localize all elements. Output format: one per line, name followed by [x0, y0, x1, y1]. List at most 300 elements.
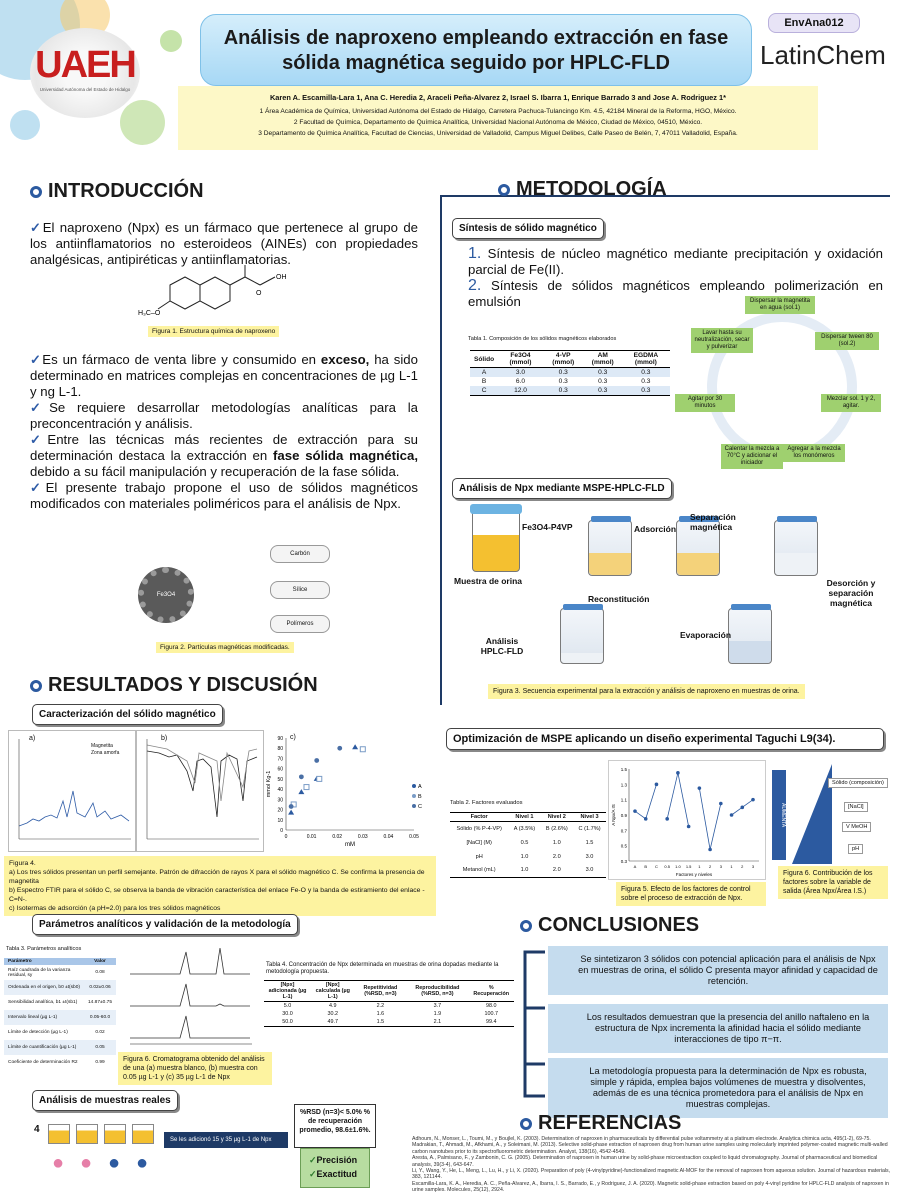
person-male-icon: ●	[136, 1152, 149, 1174]
evaporation-label: Evaporación	[680, 630, 732, 640]
x-tick-label: 2	[708, 864, 712, 869]
results-sub2: Parámetros analíticos y validación de la metodología	[32, 914, 298, 935]
method-sub1: Síntesis de sólido magnético	[452, 218, 604, 239]
x-tick-label: 0.05	[409, 834, 419, 840]
samples-count: 4	[34, 1124, 40, 1135]
decor-bubble	[160, 30, 182, 52]
table-row	[4, 965, 116, 980]
y-tick-label: 10	[277, 817, 283, 824]
xrd-panel	[8, 730, 136, 852]
fig4-line: a) Los tres sólidos presentan un perfil semejante. Patrón de difracción de rayos X para el sólido magnético C. Se confirma la presencia de magnetita	[9, 869, 425, 885]
evaporation-vessel	[728, 608, 772, 664]
cup-icon	[132, 1124, 154, 1144]
analysis-label: Análisis HPLC-FLD	[480, 636, 524, 656]
table3-caption: Tabla 3. Parámetros analíticos	[6, 946, 82, 952]
table-cell: Sólido (% P-4-VP)	[456, 825, 502, 832]
data-point-C	[337, 746, 342, 751]
table-cell: 30.2	[327, 1011, 338, 1017]
intro-bullets	[30, 352, 418, 512]
table-cell: 14.87±0.75	[88, 1000, 112, 1005]
conclusions-heading-text: CONCLUSIONES	[538, 914, 700, 936]
intro-bullet	[30, 400, 418, 432]
reconstitution-vessel	[560, 608, 604, 664]
authors-block	[178, 86, 818, 150]
x-tick-label: 0	[284, 834, 288, 840]
table-cell: 2.0	[552, 867, 561, 874]
table2-header: Nivel 2	[547, 814, 566, 820]
table-cell: 2.0	[552, 853, 561, 860]
uaeh-logo: UAEH Universidad Autónoma del Estado de Hidalgo	[30, 28, 140, 118]
data-point-A	[352, 744, 358, 749]
fig4-line: c) Isotermas de adsorción (a pH=2.0) para los tres sólidos magnéticos	[9, 905, 221, 912]
table-cell: 6.0	[515, 378, 526, 385]
intro-p2a: Es un fármaco de venta libre y consumido en	[42, 352, 321, 367]
table-row	[4, 1025, 116, 1040]
method-step-text: Síntesis de sólidos magnéticos empleando polimerización en emulsión	[468, 278, 883, 309]
method-step-text: Síntesis de núcleo magnético mediante precipitación y oxidación parcial de Fe(II).	[468, 246, 884, 277]
desorption-label: Desorción y separación magnética	[826, 578, 876, 608]
urine-sample-icon	[472, 510, 520, 572]
table-cell: 1.5	[585, 839, 594, 846]
table-cell: 0.3	[558, 387, 568, 394]
table-cell: 1.0	[520, 867, 529, 874]
method-heading-text: METODOLOGÍA	[516, 178, 667, 200]
panel-label: a)	[29, 735, 36, 742]
data-point	[633, 809, 637, 813]
fig5-caption: Figura 5. Efecto de los factores de control sobre el proceso de extracción de Npx.	[616, 882, 766, 906]
table-row	[4, 995, 116, 1010]
table-cell: 30.0	[282, 1011, 293, 1017]
x-axis-label: Factores y niveles	[675, 872, 713, 877]
table4-header: [Npx] calculada (µg L-1)	[315, 982, 350, 1000]
table-cell: 2.1	[433, 1019, 442, 1025]
pyramid-label: Sólido (composición)	[828, 778, 888, 788]
table-cell: 0.3	[598, 387, 608, 394]
particle-figure	[130, 545, 360, 655]
table-cell: 49.7	[327, 1019, 338, 1025]
accuracy-item	[309, 1167, 361, 1181]
cup-icon	[104, 1124, 126, 1144]
cup-icon	[48, 1124, 70, 1144]
y-tick-label: 0.7	[620, 828, 627, 834]
pyramid-shape	[792, 764, 832, 864]
intro-heading	[30, 180, 204, 203]
data-point-C	[299, 774, 304, 779]
table-cell: 3.0	[515, 369, 526, 376]
reference-item: Adhoum, N., Monser, L., Toumi, M., y Boujlel, K. (2003). Determination of naproxen in pharmaceuticals by differential pulse voltammetry at a platinum electrode. Analytica chimica acta, 495(1-2), 69-75.	[412, 1136, 871, 1142]
person-female-icon: ●	[52, 1152, 65, 1174]
table-cell: Ordenada en el origen, b0 ±t(sb0)	[8, 985, 80, 990]
table-cell: Metanol (mL)	[462, 867, 496, 874]
cycle-step: Agitar por 30 minutos	[675, 394, 735, 412]
person-male-icon: ●	[108, 1152, 121, 1174]
pyramid-label: V MeOH	[842, 822, 871, 832]
pyramid-label: [NaCl]	[844, 802, 868, 812]
data-point	[644, 817, 648, 821]
urine-cups	[48, 1124, 158, 1184]
bullet-icon	[30, 186, 42, 198]
affiliation: 2 Facultad de Química, Departamento de Química Analítica, Universidad Nacional Autónoma de México, Ciudad de México, 04510, México.	[293, 119, 703, 126]
y-tick-label: 90	[277, 736, 283, 742]
series-line	[667, 773, 688, 827]
table-row	[264, 1002, 514, 1011]
y-axis-label: mmol Kg-1	[266, 770, 272, 798]
author-list: Karen A. Escamilla-Lara 1, Ana C. Heredia 2, Araceli Peña-Alvarez 2, Israel S. Ibarra 1, Enrique Barrado 3 and Jose A. Rodriguez 1*	[269, 93, 727, 102]
fig4-line: b) Espectro FTIR para el sólido C, se observa la banda de vibración característica del enlace Fe-O y la banda de estiramiento del enlace -C=N-.	[9, 887, 425, 903]
y-tick-label: 1.3	[620, 782, 627, 788]
svg-text:OH: OH	[276, 274, 287, 281]
affiliation: 1 Área Académica de Química, Universidad Autónoma del Estado de Hidalgo, Carretera Pachuca-Tulancingo Km. 4.5, 42184 Mineral de la Reforma, HGO, México.	[259, 108, 737, 115]
table-cell: 0.3	[641, 378, 651, 385]
sorbent-label: Fe3O4-P4VP	[522, 522, 573, 532]
table-cell: C	[481, 387, 487, 394]
table-cell: Intervalo lineal (µg L-1)	[8, 1015, 58, 1020]
table-cell: 0.5	[520, 839, 529, 846]
table2-header: Nivel 1	[515, 814, 534, 820]
table-row	[4, 1040, 116, 1055]
table1-header: AM (mmol)	[591, 352, 614, 366]
results-heading	[30, 674, 318, 697]
cup-icon	[76, 1124, 98, 1144]
y-tick-label: 0	[280, 828, 283, 834]
check-icon: ✓	[309, 1169, 317, 1179]
conclusions-heading	[520, 914, 699, 937]
table1	[470, 350, 670, 396]
table-row	[470, 377, 670, 386]
y-tick-label: 30	[277, 797, 283, 804]
table-row	[450, 836, 606, 850]
isotherm-chart	[264, 730, 434, 854]
data-point-A	[288, 810, 294, 815]
results-sub1: Caracterización del sólido magnético	[32, 704, 223, 725]
affiliation: 3 Departamento de Química Analítica, Facultad de Ciencias, Universidad de Valladolid, Campus Miguel Delibes, Calle Paseo de Belén, 7, 47011 Valladolid, España.	[258, 130, 738, 137]
table-cell: 3.0	[585, 853, 594, 860]
bullet-icon	[30, 680, 42, 692]
intro-p4c: debido a su fácil manipulación y recuperación de la fase sólida.	[30, 464, 400, 479]
method-step: 2. Síntesis de sólidos magnéticos empleando polimerización en emulsión	[468, 277, 883, 309]
taguchi-sub: Optimización de MSPE aplicando un diseño experimental Taguchi L9(34).	[446, 728, 884, 750]
y-tick-label: 20	[277, 807, 283, 814]
xrd-legend	[91, 743, 119, 757]
table-cell: 3.7	[433, 1003, 442, 1009]
reference-item: Aresta, A., Palmisano, F., y Zambonin, C. G. (2005). Determination of naproxen in human urine by solid-phase microextraction coupled to liquid chromatography. Journal of pharmaceutical and biomedical analysis, 39(3-4), 643-647.	[412, 1155, 878, 1168]
table4-header: Repetitividad (%RSD, n=3)	[363, 985, 398, 997]
reconstitution-label: Reconstitución	[588, 594, 650, 604]
table-row	[450, 822, 606, 836]
intro-heading-text: INTRODUCCIÓN	[48, 180, 204, 202]
data-point	[676, 771, 680, 775]
urine-label: Muestra de orina	[454, 576, 523, 586]
desorption-vessel	[774, 520, 818, 576]
table3-header: Parámetro	[8, 959, 32, 964]
reference-item: Li, Y., Wang, Y., He, L., Meng, L., Lu, H., y Li, X. (2020). Preparation of poly (4-vinylpyridine)-functionalized magnetic Al-MOF for the removal of naproxen from aqueous solution. Journal of hazardous materials, 383, 121144.	[412, 1168, 891, 1181]
table-row	[4, 980, 116, 995]
x-tick-label: 1	[698, 864, 701, 869]
method-heading	[498, 178, 667, 201]
legend-marker	[412, 804, 416, 808]
table-cell: Límite de cuantificación (µg L-1)	[8, 1045, 77, 1050]
divider	[440, 195, 442, 705]
table-cell: 0.3	[558, 369, 568, 376]
check-icon: ✓	[30, 432, 48, 447]
conclusion-item: Se sintetizaron 3 sólidos con potencial aplicación para el análisis de Npx en muestras de orina, el sólido C presenta mayor afinidad y capacidad de retención.	[548, 946, 888, 995]
x-tick-label: 1	[730, 864, 733, 869]
conclusion-item: Los resultados demuestran que la presencia del anillo naftaleno en la estructura de Npx incrementa la afinidad hacia el sólido mediante interacciones de tipo π−π.	[548, 1004, 888, 1053]
table-cell: 0.3	[598, 369, 608, 376]
method-step: 1. Síntesis de núcleo magnético mediante precipitación y oxidación parcial de Fe(II).	[468, 245, 884, 277]
accuracy-text: Exactitud	[316, 1169, 358, 1179]
y-tick-label: 40	[277, 787, 283, 794]
adsorption-label: Adsorción	[634, 524, 677, 534]
table-cell: 100.7	[484, 1011, 498, 1017]
fig2-caption: Figura 2. Partículas magnéticas modificadas.	[156, 642, 294, 653]
intro-bullet	[30, 352, 418, 400]
table-cell: A	[481, 369, 487, 376]
x-tick-label: 3	[751, 864, 755, 869]
ftir-panel	[136, 730, 264, 852]
table-cell: 1.9	[433, 1011, 442, 1017]
intro-p5: El presente trabajo propone el uso de sólidos magnéticos modificados con materiales poliméricos para el análisis de Npx.	[30, 480, 418, 511]
table1-header: EGDMA (mmol)	[633, 352, 659, 366]
y-tick-label: 60	[277, 766, 283, 773]
table-row	[4, 1010, 116, 1025]
table-cell: 0.08	[95, 970, 105, 975]
panel-label: c)	[290, 734, 296, 741]
table4-header: % Recuperación	[473, 985, 510, 997]
table-cell: 98.0	[485, 1003, 497, 1009]
table-cell: 5.0	[283, 1003, 292, 1009]
references-heading	[520, 1112, 681, 1135]
precision-text: Precisión	[316, 1155, 358, 1165]
table-cell: Raíz cuadrada de la varianza residual, sy	[8, 967, 71, 978]
table-cell: 2.2	[376, 1003, 385, 1009]
naproxen-structure	[130, 265, 300, 327]
intro-p2b: exceso,	[320, 352, 370, 367]
check-icon: ✓	[30, 400, 50, 415]
table-cell: 0.99	[95, 1060, 105, 1065]
references-list	[412, 1136, 894, 1194]
conclusion-bracket	[515, 946, 549, 1102]
table2-header: Factor	[470, 814, 488, 820]
table-row	[450, 850, 606, 864]
table-cell: 1.5	[376, 1019, 385, 1025]
data-point	[655, 783, 659, 787]
y-tick-label: 0.9	[620, 813, 627, 818]
fig3-caption: Figura 3. Secuencia experimental para la extracción y análisis de naproxeno en muestras de orina.	[488, 684, 805, 699]
data-point	[751, 798, 755, 802]
data-point	[665, 817, 669, 821]
table-cell: A (3.5%)	[513, 825, 536, 832]
table-row	[264, 1010, 514, 1018]
particle-label-silica: Sílice	[270, 581, 330, 599]
results-sub3: Análisis de muestras reales	[32, 1090, 178, 1111]
table-cell: C (1.7%)	[578, 825, 601, 832]
cycle-step: Mezclar sol. 1 y 2, agitar.	[821, 394, 881, 412]
factor-effects-chart	[609, 761, 767, 881]
table1-header: 4-VP (mmol)	[552, 352, 575, 366]
latinchem-logo: LatinChem	[760, 40, 886, 70]
table-cell: 0.3	[641, 369, 651, 376]
stats-box: %RSD (n=3)< 5.0% % de recuperación promedio, 98.6±1.6%.	[294, 1104, 376, 1148]
data-point-C	[289, 804, 294, 809]
y-tick-label: 1.1	[620, 797, 627, 803]
intro-bullet	[30, 480, 418, 512]
table-row	[470, 386, 670, 396]
table-cell: pH	[475, 853, 483, 860]
x-tick-label: 0.01	[306, 834, 317, 840]
fig4-caption	[4, 856, 436, 916]
table-cell: Sensibilidad analítica, b1 ±t(sb1)	[8, 1000, 78, 1005]
cycle-step: Dispersar la magnetita en agua (sol.1)	[745, 296, 815, 314]
x-axis-label: mM	[345, 842, 355, 848]
legend-marker	[412, 784, 416, 788]
table1-header: Fe3O4 (mmol)	[509, 352, 532, 366]
x-tick-label: 0.04	[383, 834, 394, 840]
x-tick-label: C	[655, 864, 658, 869]
legend-item: Zona amorfa	[91, 750, 120, 756]
x-tick-label: 1.5	[685, 864, 692, 869]
ftir-trace	[137, 731, 263, 851]
cycle-step: Agregar a la mezcla los monómeros	[783, 444, 845, 462]
table-cell: 1.0	[520, 853, 529, 860]
panel-label: b)	[161, 735, 168, 742]
intro-p4b: fase sólida magnética,	[273, 448, 418, 463]
x-tick-label: A	[633, 864, 637, 869]
data-point	[719, 802, 723, 806]
validation-checks	[300, 1148, 370, 1188]
fig4-line: Figura 4.	[9, 860, 36, 867]
legend-label: A	[418, 784, 422, 790]
synthesis-cycle	[675, 296, 890, 476]
table-cell: [NaCl] (M)	[466, 839, 492, 846]
intro-p2c: ha sido determinado en matrices complejas en concentraciones de µg L-1 y ng L-1.	[30, 352, 418, 399]
pyramid-label: pH	[848, 844, 863, 854]
separation-label: Separación magnética	[690, 512, 736, 532]
spiked-arrow: Se les adicionó 15 y 35 µg L-1 de Npx	[164, 1132, 288, 1148]
data-point	[687, 825, 691, 829]
table-row	[264, 1018, 514, 1027]
check-icon: ✓	[30, 352, 43, 367]
legend-label: B	[418, 794, 422, 800]
factor-chart-panel	[608, 760, 766, 880]
decor-bubble	[120, 100, 165, 145]
table-cell: B (2.6%)	[545, 825, 568, 832]
method-sub2: Análisis de Npx mediante MSPE-HPLC-FLD	[452, 478, 672, 499]
y-tick-label: 70	[277, 756, 283, 763]
data-point	[708, 848, 712, 852]
table1-header: Sólido	[474, 355, 495, 363]
table-cell: 0.05-60.0	[89, 1015, 111, 1020]
table2-caption: Tabla 2. Factores evaluados	[450, 800, 523, 806]
table-cell: 3.0	[585, 867, 594, 874]
table3-header: Valor	[94, 959, 106, 964]
check-icon: ✓	[30, 480, 46, 495]
table-cell: 0.3	[558, 378, 568, 385]
intro-bullet	[30, 432, 418, 480]
table-cell: 0.3	[598, 378, 608, 385]
data-point-B	[304, 785, 309, 790]
x-tick-label: B	[644, 864, 648, 869]
series-line	[635, 784, 656, 819]
particle-core: Fe3O4	[138, 567, 194, 623]
cycle-step: Lavar hasta su neutralización, secar y pulverizar	[691, 328, 753, 353]
results-heading-text: RESULTADOS Y DISCUSIÓN	[48, 674, 318, 696]
data-point-B	[360, 747, 365, 752]
legend-marker	[412, 794, 416, 798]
particle-label-carbon: Carbón	[270, 545, 330, 563]
y-tick-label: 50	[277, 776, 283, 783]
table-cell: 0.02±0.06	[89, 985, 111, 990]
table4-header: Reproducibilidad (%RSD, n=3)	[415, 985, 460, 997]
data-point-B	[317, 776, 322, 781]
conclusion-item: La metodología propuesta para la determinación de Npx es robusta, simple y rápida, emplea bajos volúmenes de muestra y disolventes, además de es una técnica prometedora para el análisis de Npx en muestras complejas.	[548, 1058, 888, 1118]
legend-item: Magnetita	[91, 743, 113, 749]
isotherm-panel	[264, 730, 434, 854]
particle-label-polymers: Polímeros	[270, 615, 330, 633]
table4	[264, 980, 514, 1027]
poster-title: Análisis de naproxeno empleando extracción en fase sólida magnética seguido por HPLC-FLD	[200, 14, 752, 86]
intro-p4a: Entre las técnicas más recientes de extracción para su determinación destaca la extracción en	[30, 432, 418, 463]
adsorption-vessel	[588, 520, 632, 576]
x-tick-label: 0.02	[332, 834, 343, 840]
cycle-step: Dispersar tween 80 (sol.2)	[815, 332, 879, 350]
table-cell: Coeficiente de determinación R2	[8, 1060, 78, 1065]
svg-text:O: O	[256, 290, 262, 297]
table-cell: 0.3	[641, 387, 651, 394]
series-line	[699, 788, 720, 849]
y-tick-label: 1.5	[620, 767, 627, 772]
fig6-caption: Figura 6. Cromatograma obtenido del análisis de una (a) muestra blanco, (b) muestra con 0.05 µg L-1 y (c) 35 µg L-1 de Npx	[118, 1052, 272, 1085]
y-tick-label: 0.5	[620, 843, 627, 849]
table-cell: Límite de detección (µg L-1)	[8, 1030, 68, 1035]
intro-paragraph	[30, 220, 418, 268]
fig1-caption: Figura 1. Estructura química de naproxeno	[148, 326, 279, 337]
intro-p3: Se requiere desarrollar metodologías analíticas para la preconcentración y análisis.	[30, 400, 418, 431]
contribution-pyramid	[772, 764, 890, 864]
y-axis-label: A Npx/A IS	[611, 804, 616, 826]
table-cell: 0.02	[95, 1030, 105, 1035]
data-point	[698, 786, 702, 790]
table-row	[470, 368, 670, 378]
table3	[4, 958, 116, 1070]
data-point-A	[298, 789, 304, 794]
table2	[450, 812, 606, 878]
table-cell: B	[481, 378, 487, 385]
cycle-step: Calentar la mezcla a 70°C y adicionar el iniciador	[721, 444, 783, 469]
reference-item: Madrakian, T., Ahmadi, M., Afkhami, A., y Soleimani, M. (2013). Selective solid-phase extraction of naproxen drug from human urine samples using molecularly imprinted polymer-coated magnetic multi-walled carbon nanotubes prior to its spectrofluorometric determination. Analyst, 138(16), 4542-4549.	[412, 1142, 888, 1155]
x-tick-label: 1.0	[675, 864, 681, 869]
check-icon: ✓	[309, 1155, 317, 1165]
check-icon: ✓	[30, 220, 43, 235]
table4-caption: Tabla 4. Concentración de Npx determinada en muestras de orina dopadas mediante la metodología propuesta.	[266, 962, 499, 975]
bullet-icon	[498, 184, 510, 196]
table-row	[450, 864, 606, 878]
precision-item	[309, 1153, 361, 1167]
table-cell: 1.6	[376, 1011, 385, 1017]
bullet-icon	[520, 1118, 532, 1130]
y-tick-label: 80	[277, 746, 283, 753]
person-female-icon: ●	[80, 1152, 93, 1174]
svg-text:H₃C–O: H₃C–O	[138, 310, 161, 317]
legend-label: C	[418, 804, 422, 810]
table2-header: Nivel 3	[580, 814, 599, 820]
x-tick-label: 0.5	[664, 864, 670, 869]
table-row	[4, 1055, 116, 1070]
poster-code-badge: EnvAna012	[768, 13, 860, 33]
intro-p1: El naproxeno (Npx) es un fármaco que pertenece al grupo de los antiinflamatorios no esteroideos (AINEs) con propiedades analgésicas, antipiréticas y antiinflamatorias.	[30, 220, 418, 267]
decor-bubble	[10, 110, 40, 140]
x-tick-label: 0.03	[357, 834, 368, 840]
